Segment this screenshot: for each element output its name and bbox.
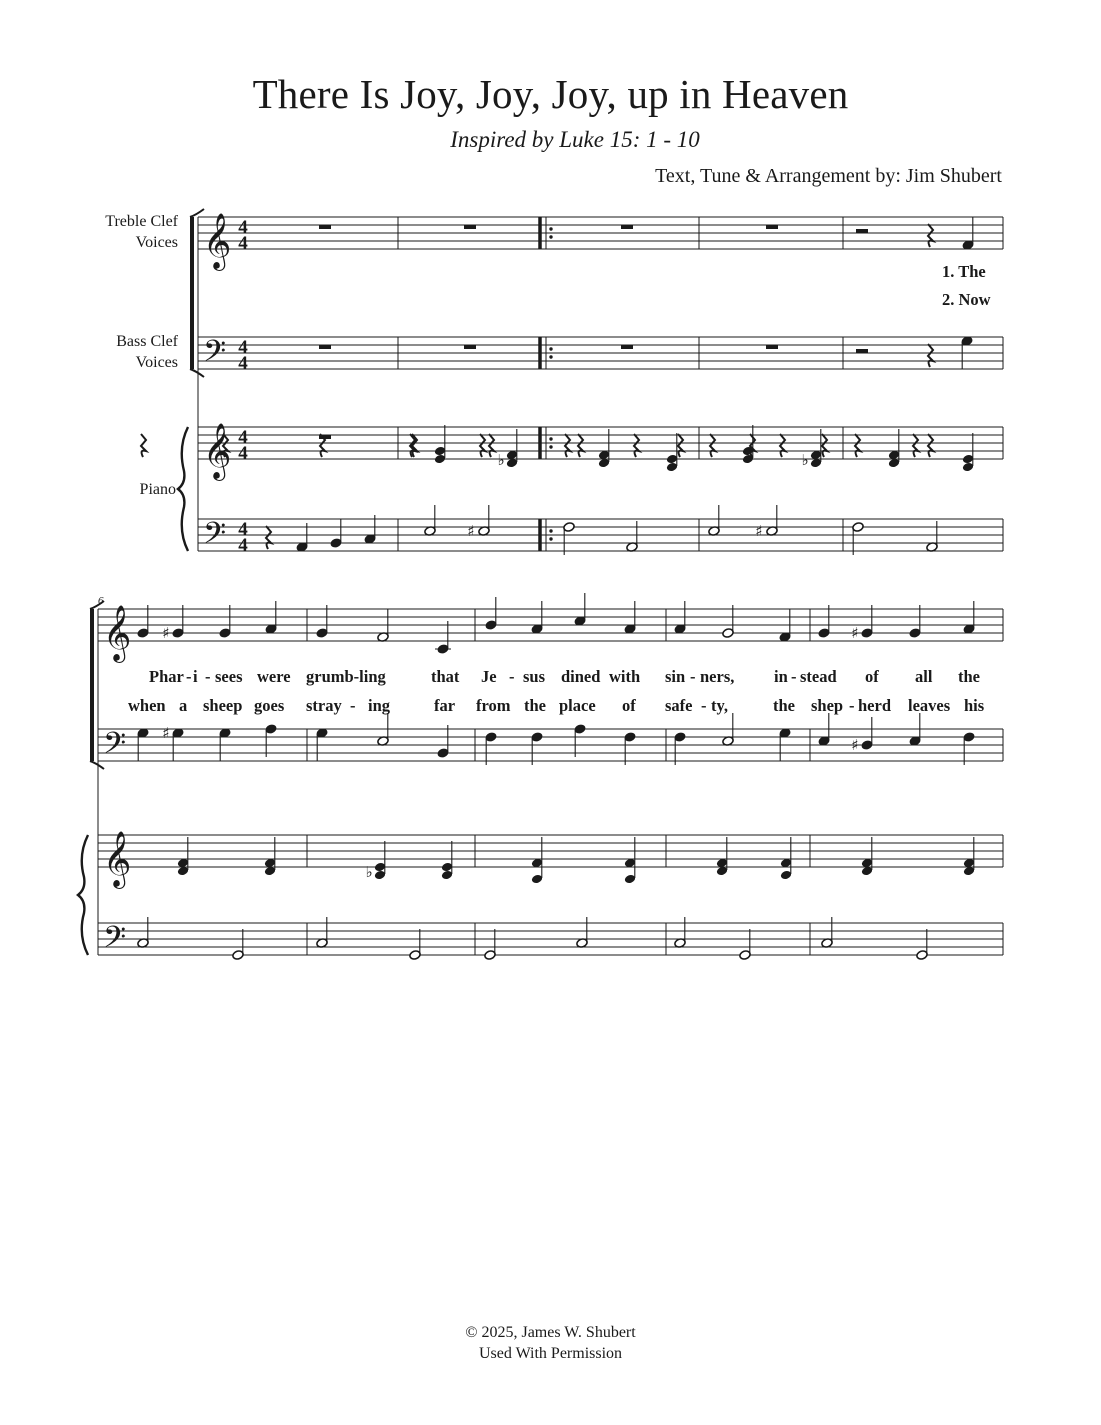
lyric-verse1: Je xyxy=(481,667,497,686)
repeat-dot xyxy=(549,529,552,532)
flat-sign: ♭ xyxy=(801,451,809,469)
lyric-verse1: were xyxy=(257,667,291,686)
repeat-dot xyxy=(549,227,552,230)
lyric-verse2: the xyxy=(773,696,795,715)
lyric-verse1: sus xyxy=(523,667,546,686)
permission-text: Used With Permission xyxy=(478,1345,623,1362)
lyric-verse1: - xyxy=(205,667,211,686)
copyright-text: © 2025, James W. Shubert xyxy=(465,1324,636,1341)
lyric-verse1: i xyxy=(193,667,198,686)
quarter-rest xyxy=(928,224,933,247)
lyric-verse2: the xyxy=(524,696,546,715)
song-subtitle: Inspired by Luke 15: 1 - 10 xyxy=(450,127,700,152)
whole-rest xyxy=(464,345,476,349)
lyric-verse1: ners, xyxy=(700,667,735,686)
whole-rest xyxy=(621,225,633,229)
lyric-verse1: - xyxy=(791,667,797,686)
treble-clef: 𝄞 xyxy=(103,605,132,661)
quarter-rest xyxy=(266,526,271,549)
quarter-rest xyxy=(928,344,933,367)
repeat-dot xyxy=(549,445,552,448)
quarter-rest xyxy=(913,434,918,457)
whole-rest xyxy=(319,225,331,229)
lyric-verse1: with xyxy=(609,667,641,686)
lyric-verse2: - xyxy=(701,696,707,715)
lyric-verse1: Phar xyxy=(149,667,184,686)
lyric-verse2: - xyxy=(849,696,855,715)
lyric-verse2: place xyxy=(559,696,596,715)
quarter-rest xyxy=(565,434,570,457)
quarter-rest xyxy=(822,434,827,457)
half-rest xyxy=(856,349,868,353)
whole-rest xyxy=(621,345,633,349)
score-text xyxy=(98,262,991,715)
lyric-verse2: - xyxy=(350,696,356,715)
lyric-verse1: dined xyxy=(561,667,601,686)
time-signature-top: 4 xyxy=(238,427,248,448)
bass-clef: 𝄢 xyxy=(203,335,227,376)
piano-brace xyxy=(178,427,188,551)
whole-rest xyxy=(766,225,778,229)
lyric-verse2: herd xyxy=(858,696,891,715)
time-signature-bottom: 4 xyxy=(238,233,248,254)
lyric-verse2: safe xyxy=(665,696,693,715)
song-credit: Text, Tune & Arrangement by: Jim Shubert xyxy=(655,165,1002,187)
time-signature-top: 4 xyxy=(238,217,248,238)
quarter-rest xyxy=(928,434,933,457)
time-signature-bottom: 4 xyxy=(238,353,248,374)
song-title: There Is Joy, Joy, Joy, up in Heaven xyxy=(252,71,849,117)
treble-voices-label: Treble Clef Voices xyxy=(105,213,178,251)
repeat-dot xyxy=(549,437,552,440)
lyric-verse2: far xyxy=(434,696,456,715)
lyric-verse1: grumb-ling xyxy=(306,667,386,686)
lyric-verse2: ty, xyxy=(711,696,728,715)
lyric-verse1: - xyxy=(509,667,515,686)
lyric-verse1: sees xyxy=(215,667,243,686)
lyric-verse2: a xyxy=(179,696,188,715)
sharp-sign: ♯ xyxy=(162,624,170,642)
footer xyxy=(0,1322,1101,1364)
bass-clef: 𝄢 xyxy=(103,921,127,962)
staff-lines xyxy=(98,217,1003,955)
bass-clef: 𝄢 xyxy=(203,517,227,558)
piano-brace xyxy=(78,835,88,955)
treble-clef: 𝄞 xyxy=(103,831,132,887)
sharp-sign: ♯ xyxy=(851,736,859,754)
treble-clef: 𝄞 xyxy=(203,213,232,269)
lyric-verse2: sheep xyxy=(203,696,243,715)
sharp-sign: ♯ xyxy=(755,522,763,540)
sharp-sign: ♯ xyxy=(162,724,170,742)
half-rest xyxy=(856,229,868,233)
time-signature-top: 4 xyxy=(238,519,248,540)
lyric-verse2: shep xyxy=(811,696,844,715)
lyric-verse1: stead xyxy=(800,667,837,686)
lyric-verse2: ing xyxy=(368,696,391,715)
repeat-dot xyxy=(549,235,552,238)
lyric-verse2: his xyxy=(964,696,985,715)
flat-sign: ♭ xyxy=(497,451,505,469)
piano-label: Piano xyxy=(139,481,176,498)
lyric-verse1: the xyxy=(958,667,980,686)
quarter-rest xyxy=(678,434,683,457)
sharp-sign: ♯ xyxy=(467,522,475,540)
verse2-pickup: 2. Now xyxy=(942,290,991,309)
whole-rest xyxy=(766,345,778,349)
lyric-verse2: stray xyxy=(306,696,342,715)
quarter-rest xyxy=(141,434,146,457)
sharp-sign: ♯ xyxy=(851,624,859,642)
notes xyxy=(137,217,975,960)
lyric-verse2: when xyxy=(128,696,166,715)
verse1-pickup: 1. The xyxy=(942,262,986,281)
lyric-verse2: from xyxy=(476,696,511,715)
lyric-verse1: sin xyxy=(665,667,686,686)
flat-sign: ♭ xyxy=(365,863,373,881)
quarter-rest xyxy=(489,434,494,457)
bracket-end xyxy=(190,369,204,377)
lyric-verse2: goes xyxy=(254,696,285,715)
repeat-dot xyxy=(549,355,552,358)
repeat-dot xyxy=(549,537,552,540)
barlines xyxy=(98,217,1003,955)
bass-clef: 𝄢 xyxy=(103,727,127,768)
time-signature-bottom: 4 xyxy=(238,443,248,464)
time-signature-top: 4 xyxy=(238,337,248,358)
lyric-verse1: all xyxy=(915,667,933,686)
lyric-verse1: - xyxy=(186,667,192,686)
clefs xyxy=(103,213,248,962)
treble-clef: 𝄞 xyxy=(203,423,232,479)
lyric-verse2: leaves xyxy=(908,696,951,715)
repeat-dot xyxy=(549,347,552,350)
quarter-rest xyxy=(855,434,860,457)
time-signature-bottom: 4 xyxy=(238,535,248,556)
lyric-verse1: in xyxy=(774,667,788,686)
lyric-verse2: of xyxy=(622,696,636,715)
quarter-rest xyxy=(480,434,485,457)
quarter-rest xyxy=(780,434,785,457)
quarter-rest xyxy=(634,434,639,457)
bracket-end xyxy=(190,209,204,217)
bass-voices-label: Bass Clef Voices xyxy=(116,333,178,371)
lyric-verse1: of xyxy=(865,667,879,686)
quarter-rest xyxy=(578,434,583,457)
measure-number: 6 xyxy=(98,595,104,607)
bracket-end xyxy=(90,761,104,769)
lyric-verse1: - xyxy=(690,667,696,686)
whole-rest xyxy=(464,225,476,229)
whole-rest xyxy=(319,345,331,349)
quarter-rest xyxy=(710,434,715,457)
lyric-verse1: that xyxy=(431,667,460,686)
